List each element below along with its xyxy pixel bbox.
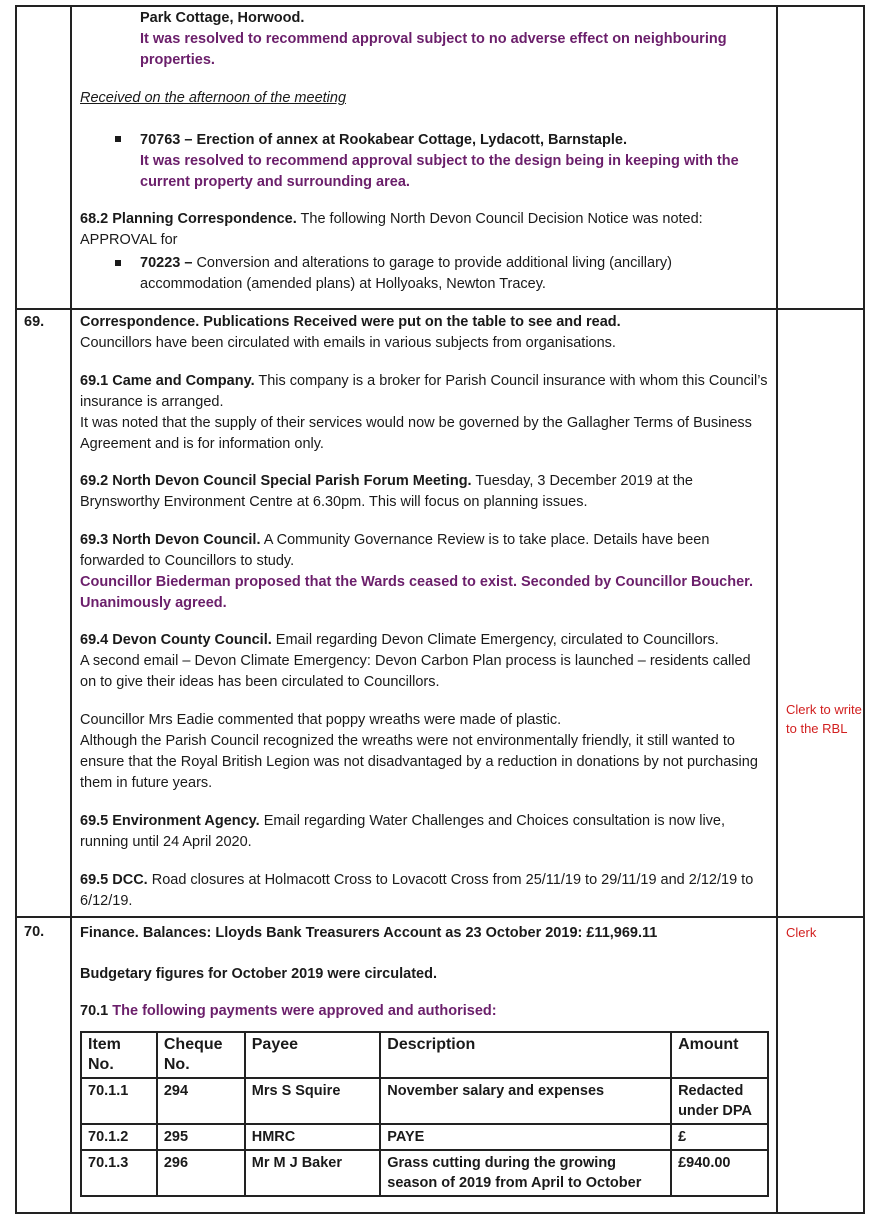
item69-4: [80, 630, 770, 651]
cell-payee: HMRC: [245, 1124, 381, 1150]
item70-action: Clerk: [786, 925, 817, 940]
item69-5: [80, 811, 770, 853]
table-row: [81, 1078, 768, 1124]
header-cheque-no: Cheque No.: [157, 1032, 245, 1078]
application-70223-number: 70223 –: [140, 255, 193, 271]
table-row: [81, 1124, 768, 1150]
item69-5-heading: 69.5 Environment Agency.: [80, 813, 260, 829]
payments-header-row: [81, 1032, 768, 1078]
cell-payee: Mrs S Squire: [245, 1078, 381, 1124]
application-70223: [140, 253, 750, 295]
header-amount: Amount: [671, 1032, 768, 1078]
item69-6-text: Road closures at Holmacott Cross to Lovacott Cross from 25/11/19 to 29/11/19 and 2/12/19 to 6/12/19.: [80, 872, 754, 909]
column-divider-number: [70, 5, 72, 1214]
item70-number: 70.: [24, 924, 45, 940]
cell-payee: Mr M J Baker: [245, 1150, 381, 1196]
header-description: Description: [380, 1032, 671, 1078]
item69-1-note: It was noted that the supply of their services would now be governed by the Gallagher Terms of Business Agreement and is for information only.: [80, 415, 752, 452]
item69-3: [80, 530, 770, 572]
approval-for-label: APPROVAL for: [80, 232, 178, 248]
item68-continued-line: Park Cottage, Horwood.: [140, 10, 305, 26]
item69-3-heading: 69.3 North Devon Council.: [80, 532, 261, 548]
cell-description: Grass cutting during the growing season of 2019 from April to October: [380, 1150, 671, 1196]
header-item-no: Item No.: [81, 1032, 157, 1078]
cell-cheque: 294: [157, 1078, 245, 1124]
item69-4-text: Email regarding Devon Climate Emergency, circulated to Councillors.: [275, 632, 719, 648]
row-divider-69: [15, 308, 865, 310]
bullet-icon: [115, 260, 121, 266]
item69-2: [80, 471, 770, 513]
received-heading: Received on the afternoon of the meeting: [80, 90, 347, 106]
item68-resolution: It was resolved to recommend approval subject to no adverse effect on neighbouring properties.: [140, 31, 727, 68]
item69-5-text: Email regarding Water Challenges and Choices consultation is now live, running until 24 April 2020.: [80, 813, 726, 850]
cell-description: November salary and expenses: [380, 1078, 671, 1124]
item69-3-text: A Community Governance Review is to take place. Details have been forwarded to Councillors to study.: [80, 532, 710, 569]
item69-heading: Correspondence. Publications Received were put on the table to see and read.: [80, 314, 621, 330]
item70-budget: Budgetary figures for October 2019 were circulated.: [80, 966, 437, 982]
item70-1-text: The following payments were approved and authorised:: [112, 1003, 497, 1019]
planning-correspondence: [80, 209, 770, 230]
item69-1-text: This company is a broker for Parish Council insurance with whom this Council’s insurance is arranged.: [80, 373, 768, 410]
item69-4-second-email: A second email – Devon Climate Emergency: Devon Carbon Plan process is launched – residents called on to give their ideas has been circulated to Councillors.: [80, 653, 751, 690]
cell-item: 70.1.1: [81, 1078, 157, 1124]
item70-heading: Finance. Balances: Lloyds Bank Treasurers Account as 23 October 2019: £11,969.11: [80, 925, 658, 941]
application-70763: 70763 – Erection of annex at Rookabear Cottage, Lydacott, Barnstaple.: [140, 132, 627, 148]
cell-description: PAYE: [380, 1124, 671, 1150]
item69-action: Clerk to write to the RBL: [786, 702, 862, 736]
item70-1-number: 70.1: [80, 1003, 109, 1019]
item69-number: 69.: [24, 314, 45, 330]
item70-1: [80, 1001, 497, 1022]
item69-6: [80, 870, 770, 912]
header-payee: Payee: [245, 1032, 381, 1078]
item69-2-heading: 69.2 North Devon Council Special Parish Forum Meeting.: [80, 473, 472, 489]
bullet-icon: [115, 136, 121, 142]
cell-amount: £940.00: [671, 1150, 768, 1196]
planning-correspondence-heading: 68.2 Planning Correspondence.: [80, 211, 297, 227]
cell-item: 70.1.2: [81, 1124, 157, 1150]
item69-2-text: Tuesday, 3 December 2019 at the Brynsworthy Environment Centre at 6.30pm. This will focus on planning issues.: [80, 473, 693, 510]
item69-4-comment: Councillor Mrs Eadie commented that poppy wreaths were made of plastic.: [80, 712, 562, 728]
item69-6-heading: 69.5 DCC.: [80, 872, 148, 888]
cell-item: 70.1.3: [81, 1150, 157, 1196]
item69-4-rbl: Although the Parish Council recognized the wreaths were not environmentally friendly, it still wanted to ensure that the Royal British Legion was not disadvantaged by a reduction in donations by not purchasing them in future years.: [80, 733, 758, 791]
application-70223-text: Conversion and alterations to garage to provide additional living (ancillary) accommodation (amended plans) at Hollyoaks, Newton Tracey.: [140, 255, 673, 292]
item69-1-heading: 69.1 Came and Company.: [80, 373, 255, 389]
item69-4-heading: 69.4 Devon County Council.: [80, 632, 272, 648]
payments-table: [80, 1031, 769, 1197]
application-70763-resolution: It was resolved to recommend approval subject to the design being in keeping with the current property and surrounding area.: [140, 153, 739, 190]
item69-intro: Councillors have been circulated with emails in various subjects from organisations.: [80, 335, 616, 351]
planning-correspondence-text: The following North Devon Council Decision Notice was noted:: [300, 211, 703, 227]
cell-cheque: 296: [157, 1150, 245, 1196]
row-divider-70: [15, 916, 865, 918]
cell-amount: £: [671, 1124, 768, 1150]
table-row: [81, 1150, 768, 1196]
column-divider-action: [776, 5, 778, 1214]
cell-amount: Redacted under DPA: [671, 1078, 768, 1124]
cell-cheque: 295: [157, 1124, 245, 1150]
item69-3-resolution: Councillor Biederman proposed that the Wards ceased to exist. Seconded by Councillor Boucher. Unanimously agreed.: [80, 574, 754, 611]
item69-1: [80, 371, 770, 413]
